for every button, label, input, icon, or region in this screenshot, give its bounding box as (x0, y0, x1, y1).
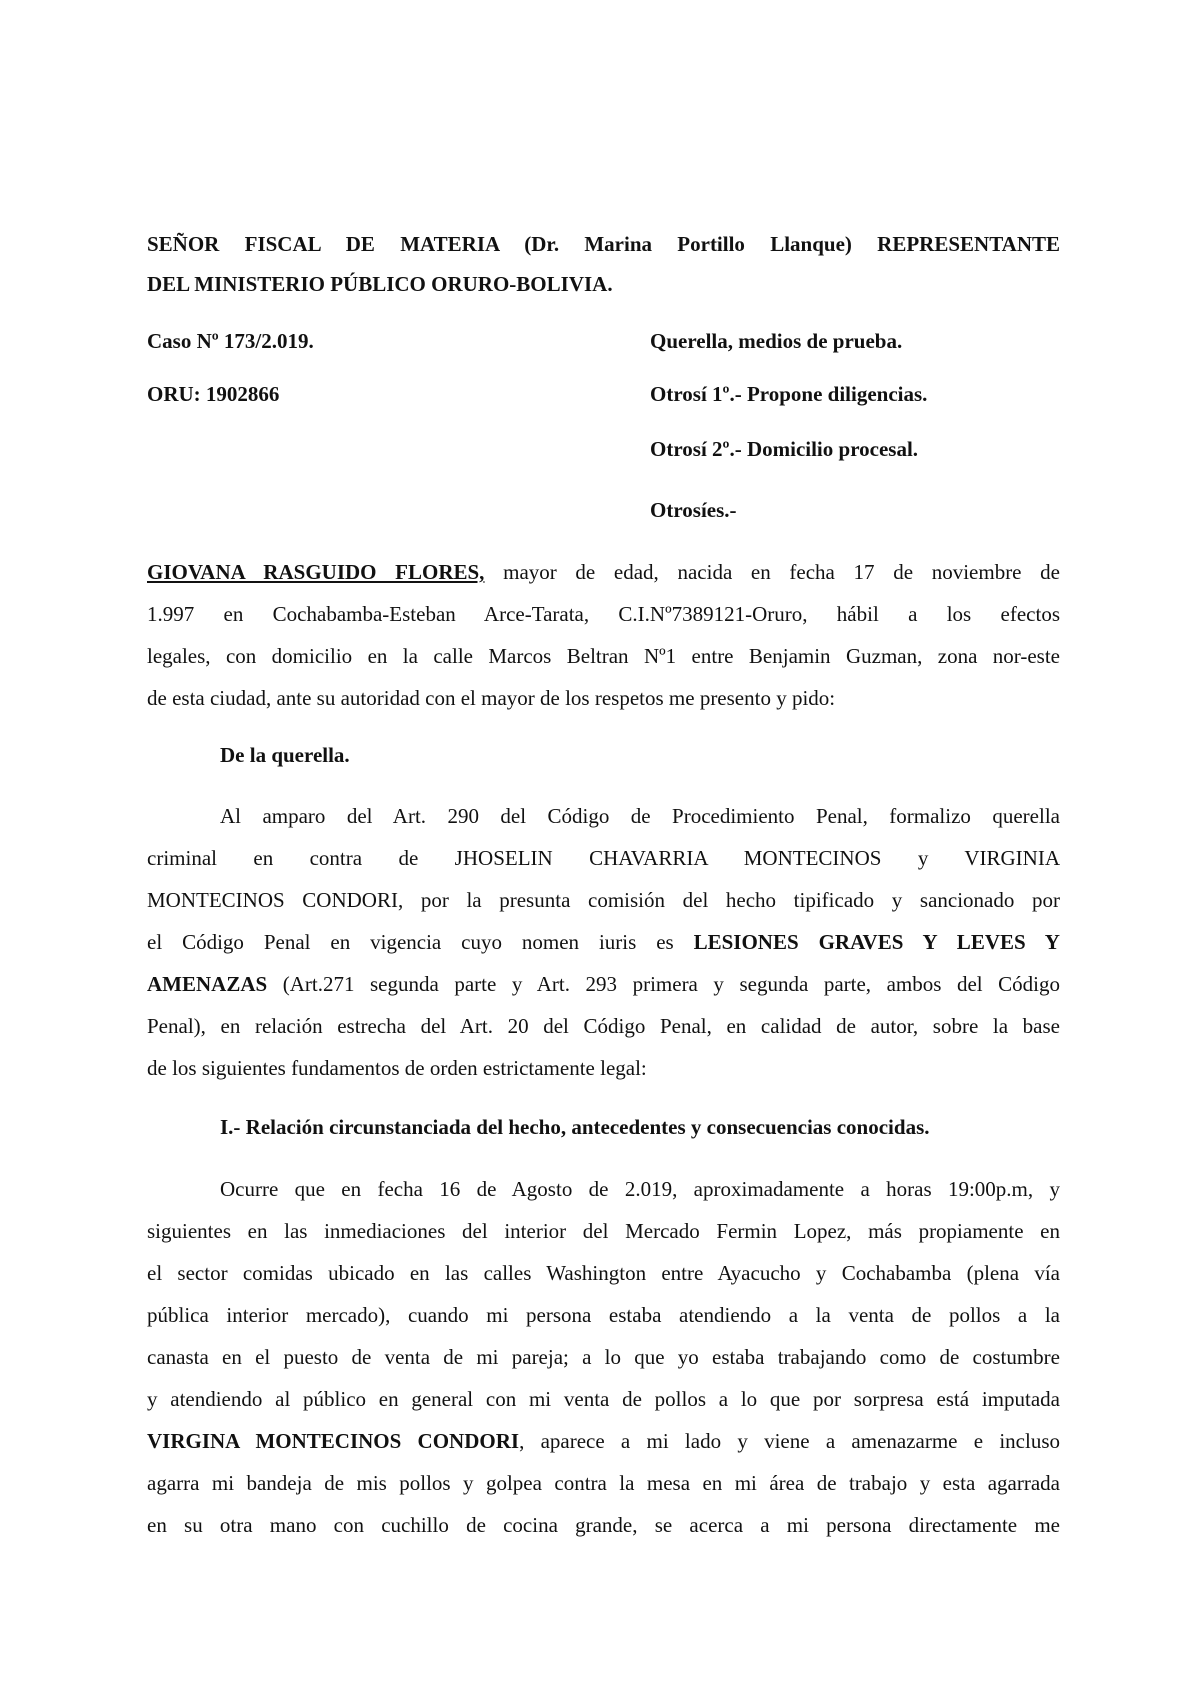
querella-line-4-text: el Código Penal en vigencia cuyo nomen iuris es (147, 930, 694, 954)
intro-line-4: de esta ciudad, ante su autoridad con el mayor de los respetos me presento y pido: (147, 686, 836, 710)
relacion-line-3: el sector comidas ubicado en las calles Washington entre Ayacucho y Cochabamba (plena vía (147, 1261, 1060, 1285)
querella-line-5-text: (Art.271 segunda parte y Art. 293 primera y segunda parte, ambos del Código (267, 972, 1060, 996)
suma-otrosies: Otrosíes.- (650, 498, 737, 522)
suma-otrosi-1: Otrosí 1º.- Propone diligencias. (650, 382, 928, 406)
relacion-line-6: y atendiendo al público en general con mi venta de pollos a lo que por sorpresa está imputada (147, 1387, 1060, 1411)
relacion-line-2: siguientes en las inmediaciones del interior del Mercado Fermin Lopez, más propiamente en (147, 1219, 1060, 1243)
suma-querella: Querella, medios de prueba. (650, 329, 903, 353)
intro-line-1-text: mayor de edad, nacida en fecha 17 de noviembre de (484, 560, 1060, 584)
relacion-line-7-text: , aparece a mi lado y viene a amenazarme e incluso (519, 1429, 1060, 1453)
oru-number: ORU: 1902866 (147, 382, 280, 406)
intro-line-2: 1.997 en Cochabamba-Esteban Arce-Tarata, C.I.Nº7389121-Oruro, hábil a los efectos (147, 602, 1060, 626)
header-line-2: DEL MINISTERIO PÚBLICO ORURO-BOLIVIA. (147, 272, 613, 296)
querella-line-6: Penal), en relación estrecha del Art. 20 del Código Penal, en calidad de autor, sobre la base (147, 1014, 1060, 1038)
relacion-line-5: canasta en el puesto de venta de mi pareja; a lo que yo estaba trabajando como de costumbre (147, 1345, 1060, 1369)
querella-line-3: MONTECINOS CONDORI, por la presunta comisión del hecho tipificado y sancionado por (147, 888, 1060, 912)
relacion-line-4: pública interior mercado), cuando mi persona estaba atendiendo a la venta de pollos a la (147, 1303, 1060, 1327)
header-line-1: SEÑOR FISCAL DE MATERIA (Dr. Marina Portillo Llanque) REPRESENTANTE (147, 232, 1060, 256)
querella-line-1: Al amparo del Art. 290 del Código de Procedimiento Penal, formalizo querella (220, 804, 1060, 828)
heading-relacion: I.- Relación circunstanciada del hecho, antecedentes y consecuencias conocidas. (220, 1115, 930, 1139)
intro-line-1 (147, 559, 1060, 585)
crime-names: LESIONES GRAVES Y LEVES Y (693, 930, 1060, 954)
case-number: Caso Nº 173/2.019. (147, 329, 314, 353)
relacion-line-9: en su otra mano con cuchillo de cocina grande, se acerca a mi persona directamente me (147, 1513, 1060, 1537)
intro-line-3: legales, con domicilio en la calle Marcos Beltran Nº1 entre Benjamin Guzman, zona nor-este (147, 644, 1060, 668)
relacion-line-1: Ocurre que en fecha 16 de Agosto de 2.019, aproximadamente a horas 19:00p.m, y (220, 1177, 1060, 1201)
querella-line-2: criminal en contra de JHOSELIN CHAVARRIA MONTECINOS y VIRGINIA (147, 846, 1060, 870)
suma-otrosi-2: Otrosí 2º.- Domicilio procesal. (650, 437, 919, 461)
querella-line-5 (147, 971, 1060, 997)
querella-line-4 (147, 929, 1060, 955)
heading-querella: De la querella. (220, 743, 350, 767)
accused-name: VIRGINA MONTECINOS CONDORI (147, 1429, 520, 1453)
crime-amenazas: AMENAZAS (147, 972, 268, 996)
relacion-line-7 (147, 1428, 1060, 1454)
querella-line-7: de los siguientes fundamentos de orden estrictamente legal: (147, 1056, 647, 1080)
relacion-line-8: agarra mi bandeja de mis pollos y golpea contra la mesa en mi área de trabajo y esta agarrada (147, 1471, 1060, 1495)
complainant-name: GIOVANA RASGUIDO FLORES, (147, 560, 485, 584)
